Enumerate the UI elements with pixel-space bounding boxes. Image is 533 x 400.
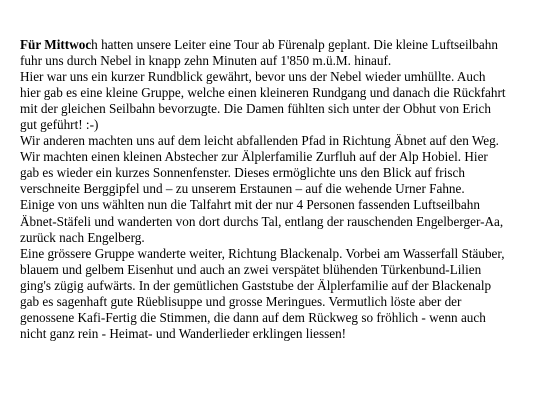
text-line: verschneite Berggipfel und – zu unserem Erstaunen – auf die wehende Urner Fahne. <box>20 181 465 197</box>
text-line: zurück nach Engelberg. <box>20 229 145 245</box>
text-line: gab es sagenhaft gute Rüeblisuppe und grosse Meringues. Vermutlich löste aber der <box>20 293 462 309</box>
text-line: genossene Kafi-Fertig die Stimmen, die dann auf dem Rückweg so fröhlich - wenn auch <box>20 309 486 325</box>
text-line: gab es wieder ein kurzes Sonnenfenster. Dieses ermöglichte uns den Blick auf frisch <box>20 165 465 181</box>
paragraph-intro <box>20 37 520 69</box>
text-line: nicht ganz rein - Heimat- und Wanderlieder erklingen liessen! <box>20 325 347 341</box>
text-line: hier gab es eine kleine Gruppe, welche einen kleineren Rundgang und danach die Rückfahrt <box>20 85 506 101</box>
text-line: Einige von uns wählten nun die Talfahrt mit der nur 4 Personen fassenden Luftseilbahn <box>20 197 480 213</box>
paragraph-blackenalp <box>20 246 520 342</box>
document-body <box>20 37 520 342</box>
paragraph-abstecher <box>20 133 520 197</box>
text-line: blauem und gelbem Eisenhut und auch an zwei verspätet blühenden Türkenbund-Lilien <box>20 261 482 277</box>
text-line: ging's zügig aufwärts. In der gemütlichen Gaststube der Älplerfamilie auf der Blackenalp <box>20 277 492 293</box>
paragraph-talfahrt <box>20 197 520 245</box>
text-line: Wir anderen machten uns auf dem leicht abfallenden Pfad in Richtung Äbnet auf den Weg. <box>20 133 499 149</box>
text-line: h hatten unsere Leiter eine Tour ab Fürenalp geplant. Die kleine Luftseilbahn <box>91 37 498 52</box>
text-line: Äbnet-Stäfeli und wanderten von dort durchs Tal, entlang der rauschenden Engelberger-Aa, <box>20 213 504 229</box>
paragraph-rundblick <box>20 69 520 133</box>
text-line: gut geführt! :-) <box>20 117 99 133</box>
text-line: fuhr uns durch Nebel in knapp zehn Minuten auf 1'850 m.ü.M. hinauf. <box>20 53 392 69</box>
text-line: mit der gleichen Seilbahn bevorzugte. Die Damen fühlten sich unter der Obhut von Erich <box>20 101 491 117</box>
text-line: Hier war uns ein kurzer Rundblick gewährt, bevor uns der Nebel wieder umhüllte. Auch <box>20 69 486 85</box>
text-line: Wir machten einen kleinen Abstecher zur Älplerfamilie Zurfluh auf der Alp Hobiel. Hier <box>20 149 488 165</box>
lead-bold-text: Für Mittwoc <box>20 37 92 52</box>
text-line: Eine grössere Gruppe wanderte weiter, Richtung Blackenalp. Vorbei am Wasserfall Stäuber, <box>20 245 505 261</box>
